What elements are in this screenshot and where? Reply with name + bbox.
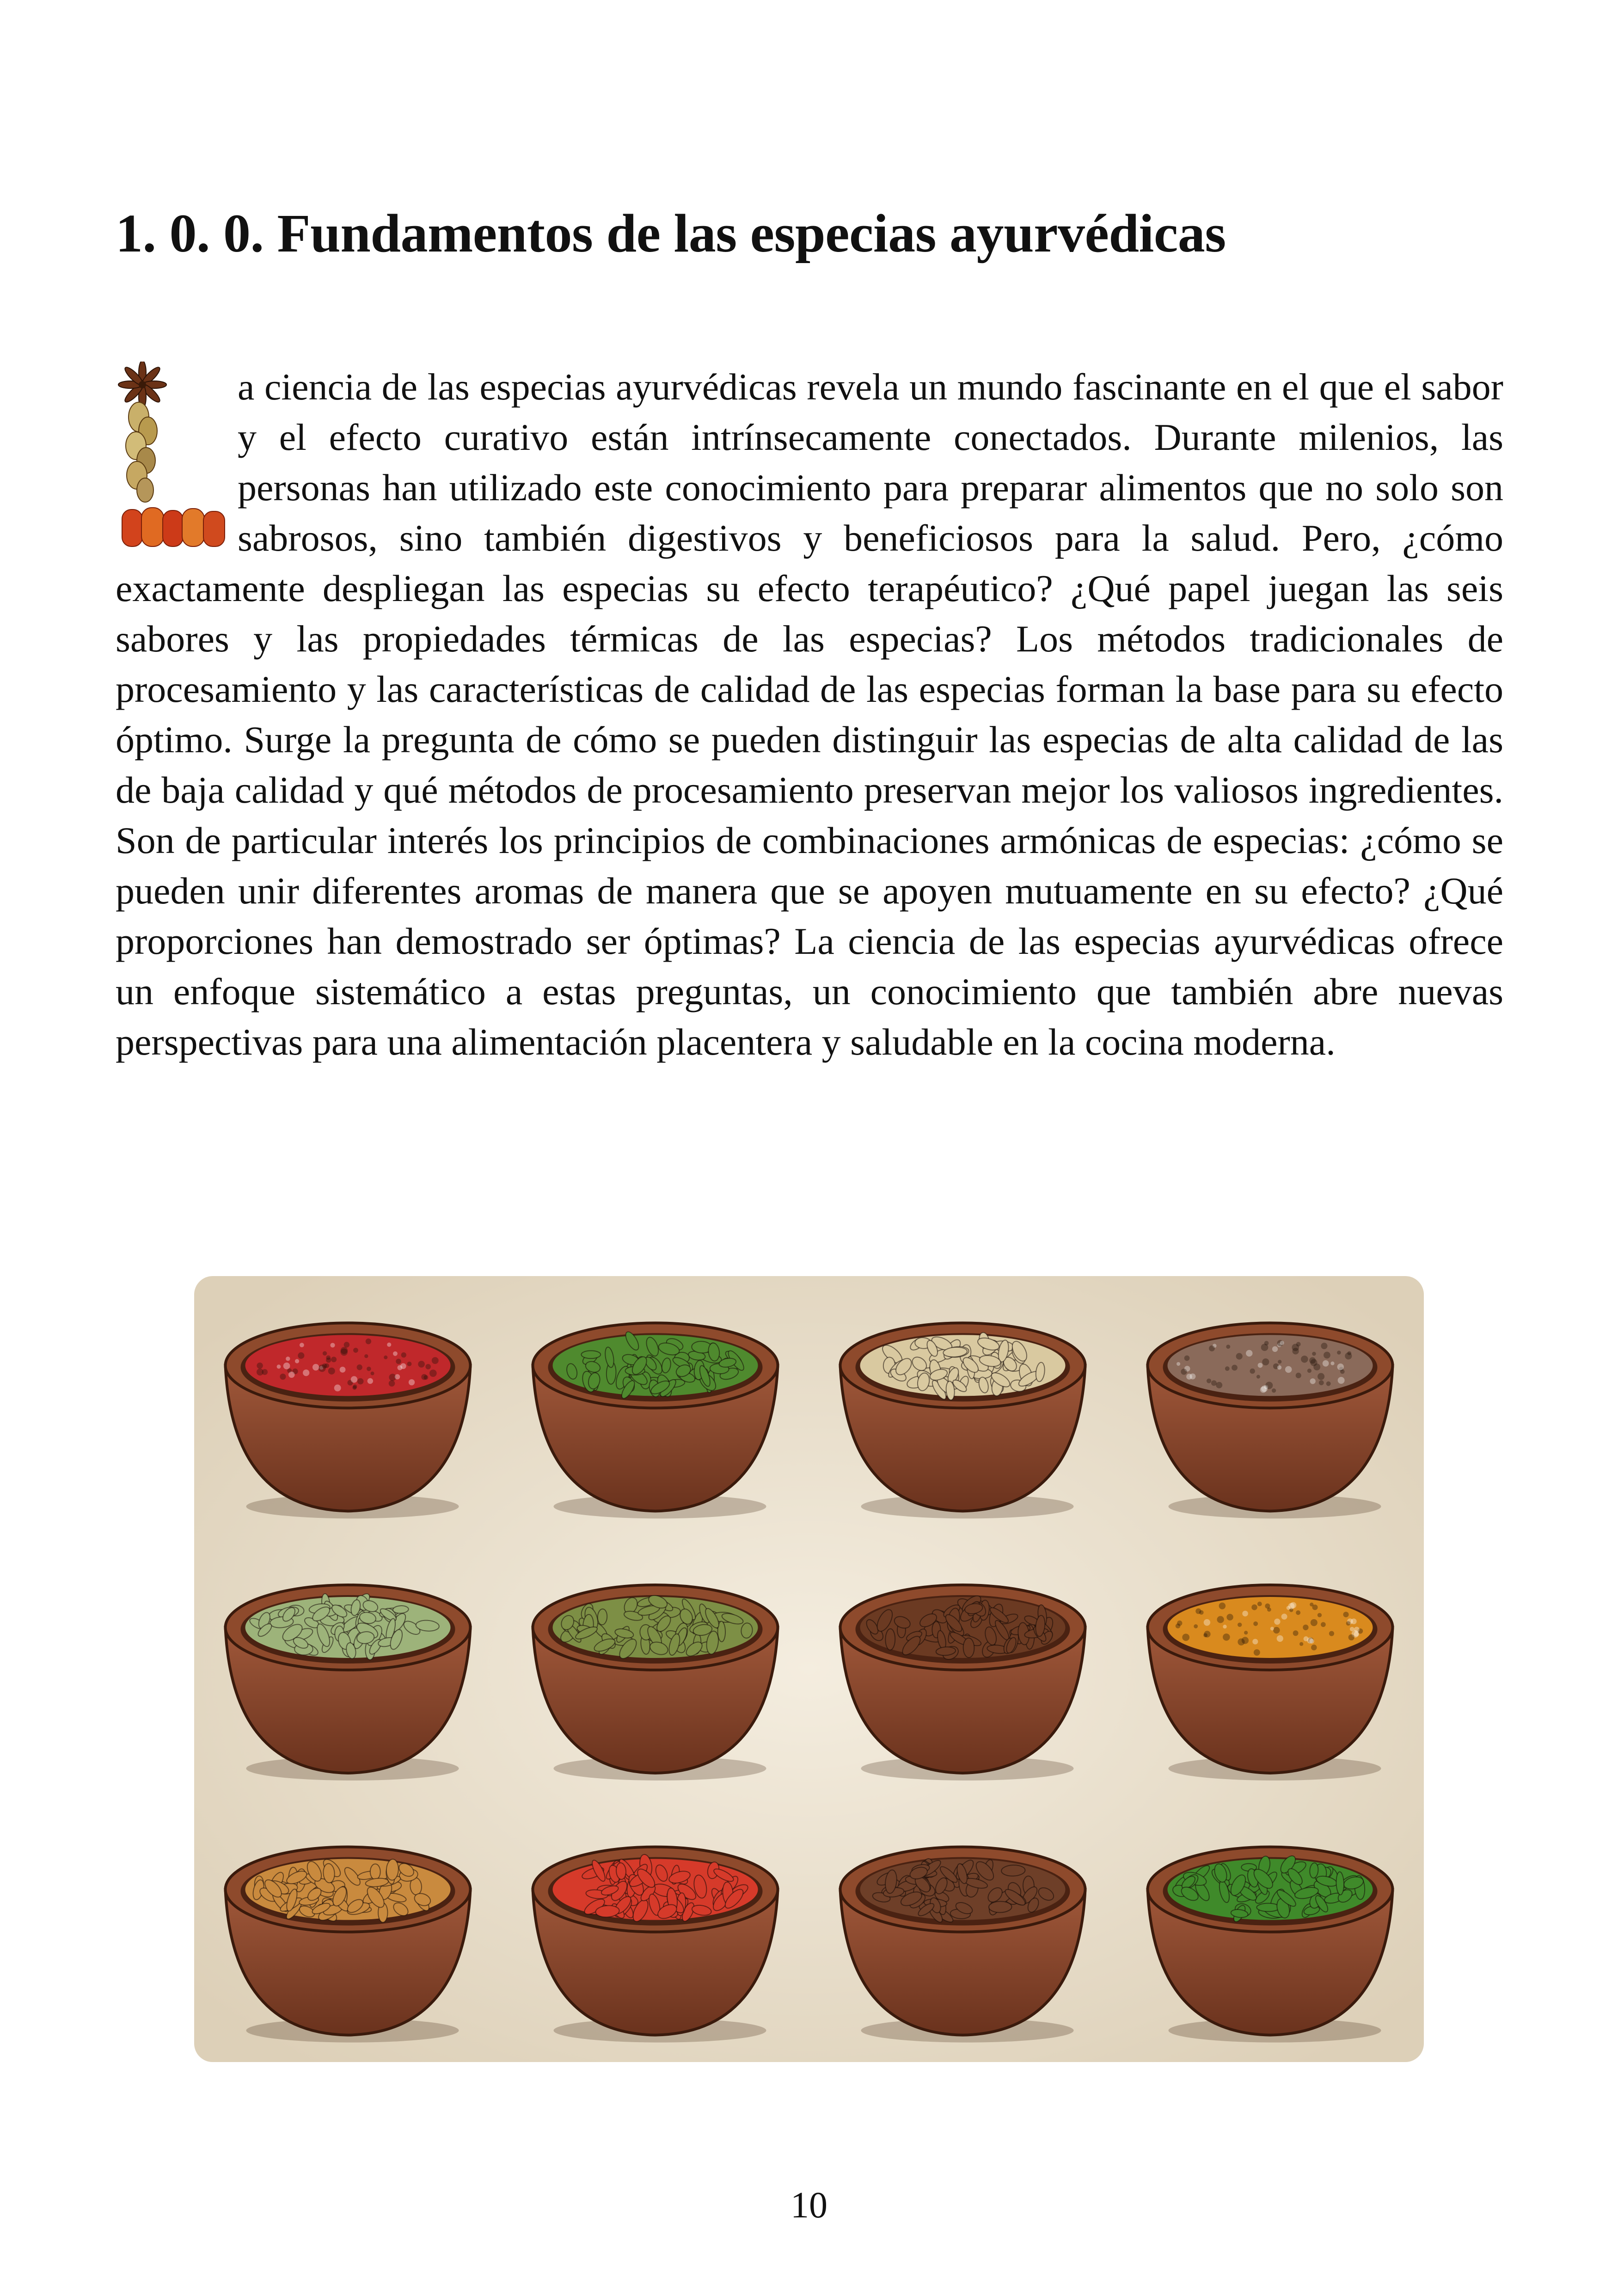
spice-bowls-illustration [194, 1276, 1424, 2062]
spice-letter-icon [116, 362, 231, 562]
paragraph-text: a ciencia de las especias ayurvédicas revela un mundo fascinante en el que el sabor y el efecto curativo están intrínsecamente conectados. Durante milenios, las personas han utilizado este conocimiento para preparar alimentos que no solo son sabrosos, sino también digestivos y beneficiosos para la salud. Pero, ¿cómo exactamente despliegan las especias su efecto terapéutico? ¿Qué papel juegan las seis sabores y las propiedades térmicas de las especias? Los métodos tradicionales de procesamiento y las características de calidad de las especias forman la base para su efecto óptimo. Surge la pregunta de cómo se pueden distinguir las especias de alta calidad de las de baja calidad y qué métodos de procesamiento preservan mejor los valiosos ingredientes. Son de particular interés los principios de combinaciones armónicas de especias: ¿cómo se pueden unir diferentes aromas de manera que se apoyen mutuamente en su efecto? ¿Qué proporciones han demostrado ser óptimas? La ciencia de las especias ayurvédicas ofrece un enfoque sistemático a estas preguntas, un conocimiento que también abre nuevas perspectivas para una alimentación placentera y saludable en la cocina moderna. [116, 366, 1503, 1063]
decorative-drop-cap-L [116, 362, 231, 562]
star-anise-icon [118, 362, 166, 409]
body-paragraph [116, 362, 1503, 1067]
page-number: 10 [791, 2185, 827, 2226]
section-heading: 1. 0. 0. Fundamentos de las especias ayurvédicas [116, 203, 1226, 264]
